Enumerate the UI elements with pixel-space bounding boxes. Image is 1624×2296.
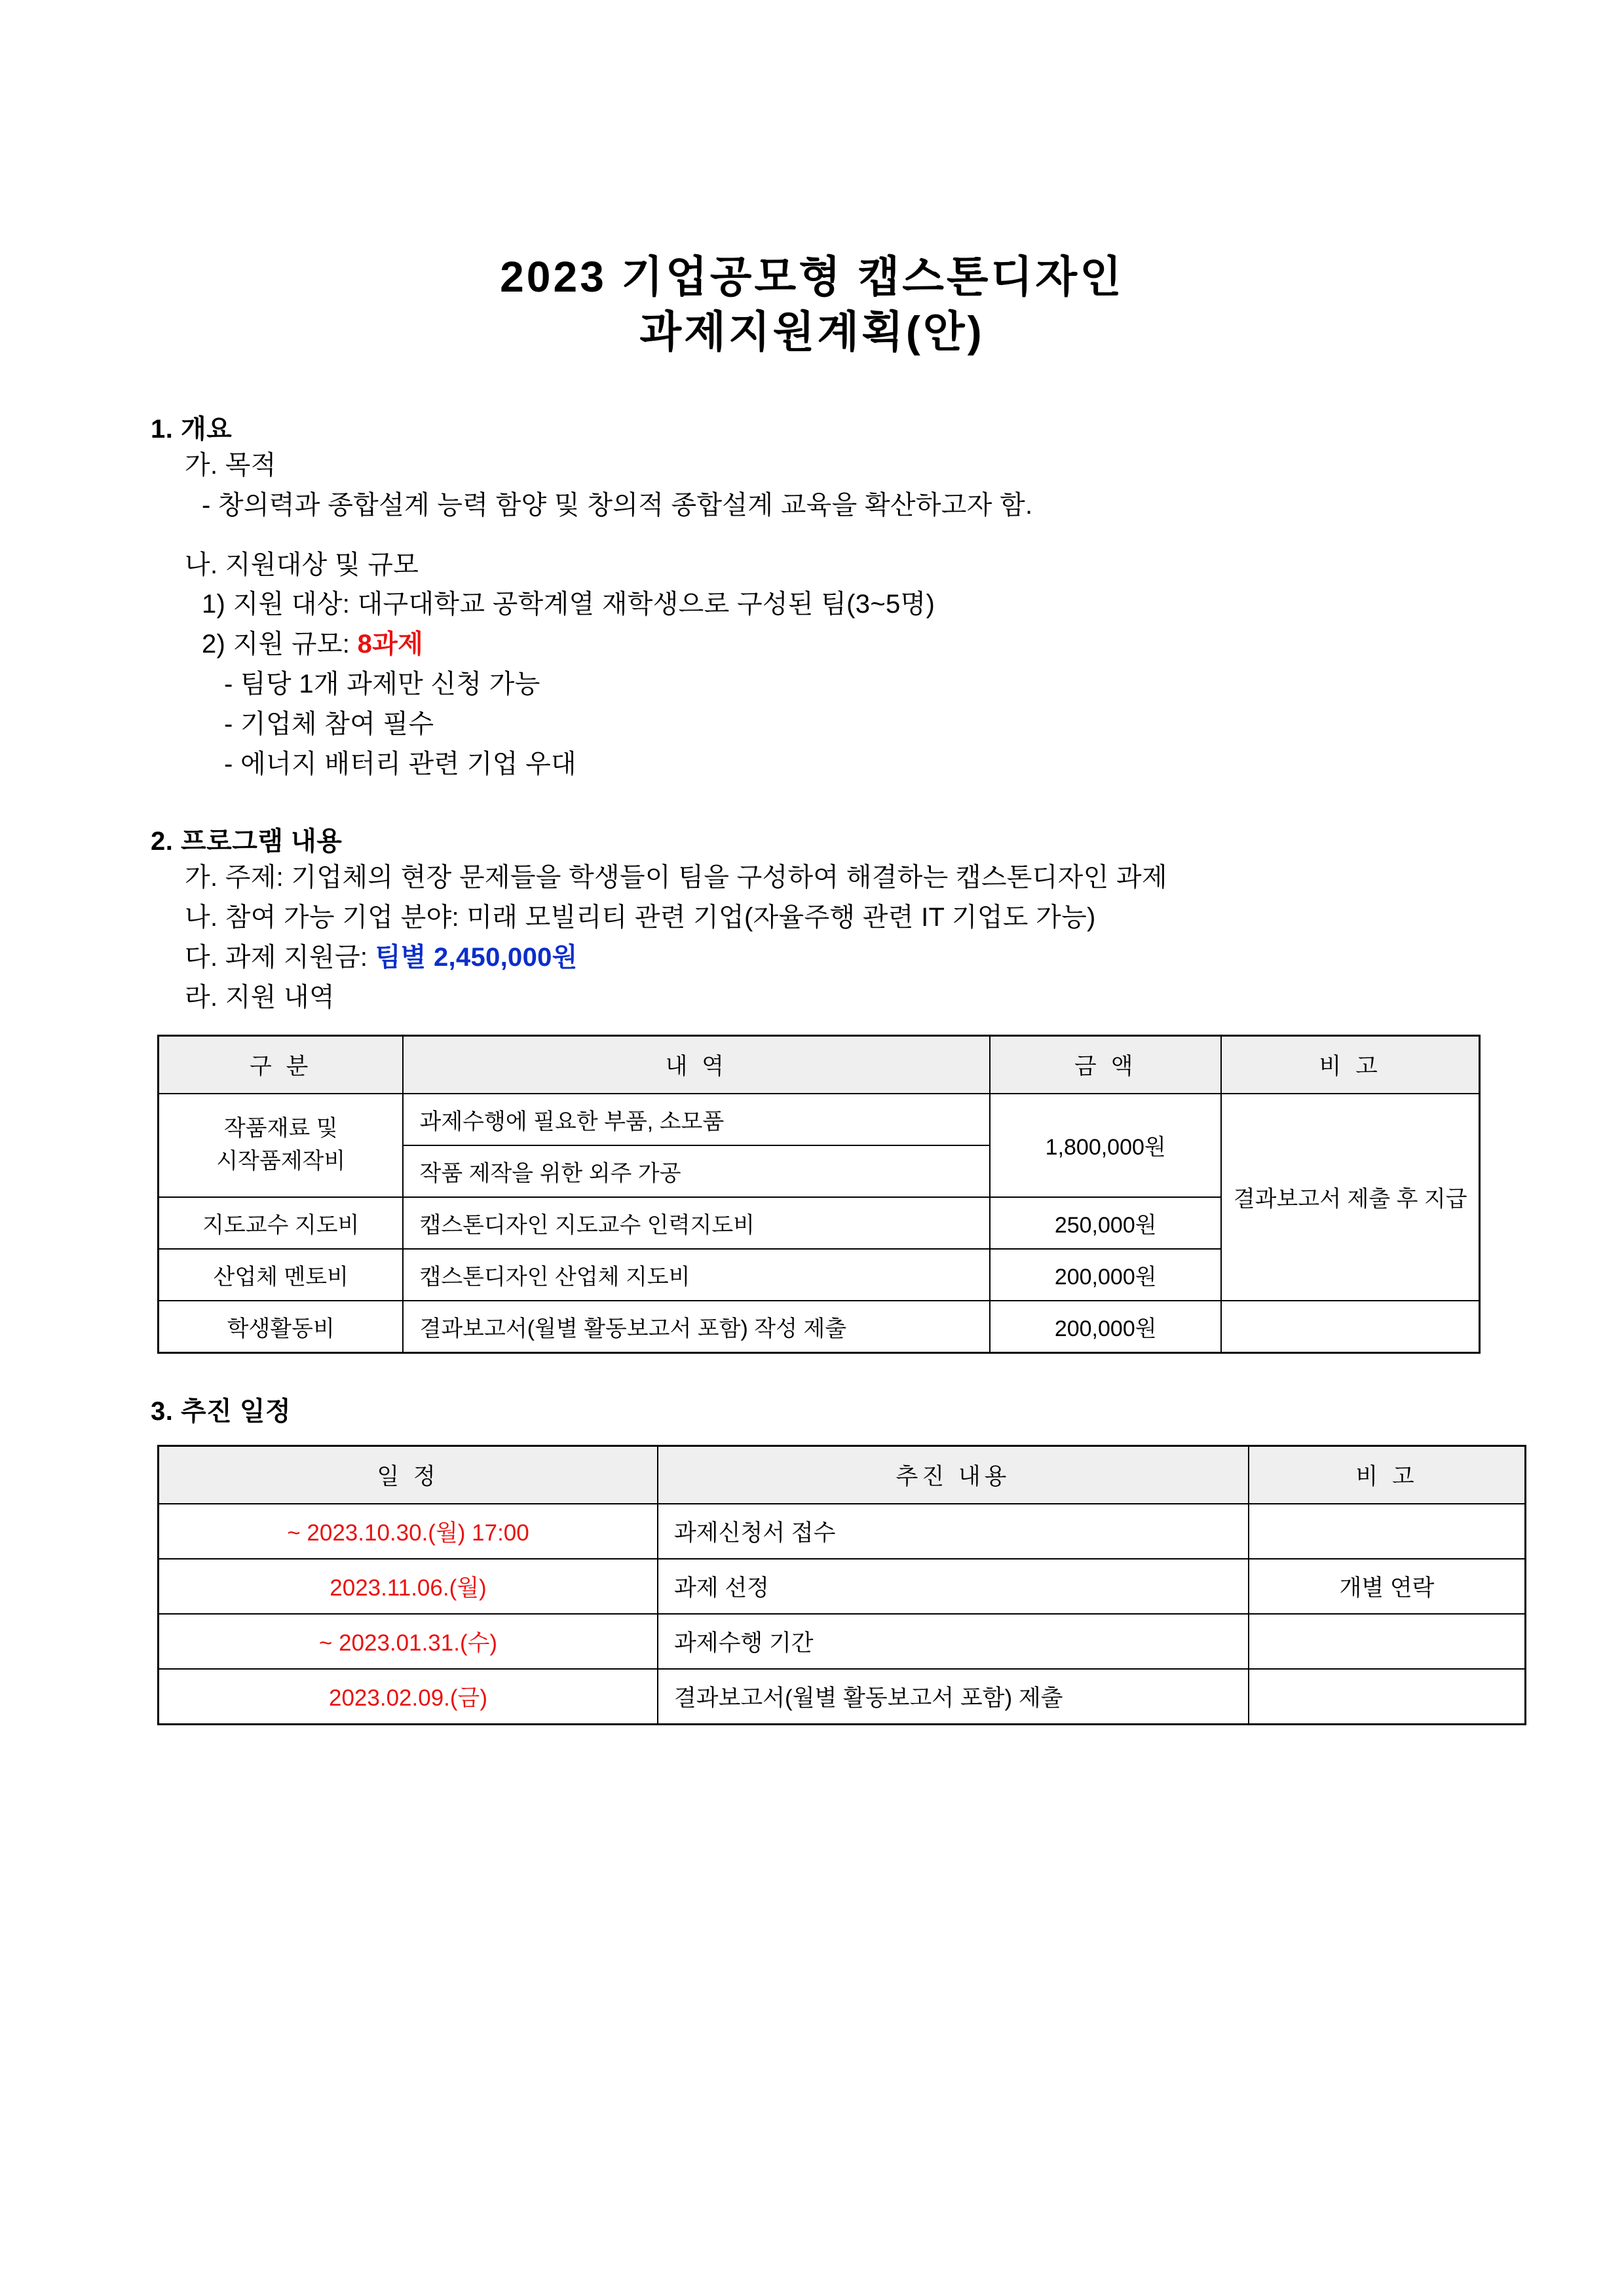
cell-division-professor: 지도교수 지도비: [159, 1197, 404, 1249]
title-line-1: 2023 기업공모형 캡스톤디자인: [500, 252, 1124, 301]
document-title: [151, 0, 1473, 360]
header-schedule-date: 일 정: [159, 1445, 658, 1504]
division-materials-line1: 작품재료 및: [223, 1116, 338, 1141]
cell-detail-professor: 캡스톤디자인 지도교수 인력지도비: [403, 1197, 990, 1249]
cell-task-execution: 과제수행 기간: [658, 1614, 1249, 1669]
cell-detail-parts: 과제수행에 필요한 부품, 소모품: [403, 1094, 990, 1145]
header-division: 구 분: [159, 1035, 404, 1094]
cell-date-execution: ~ 2023.01.31.(수): [159, 1614, 658, 1669]
header-detail: 내 역: [403, 1035, 990, 1094]
overview-purpose-label: 가. 목적: [185, 450, 276, 480]
overview-target-item-2: [202, 624, 1473, 664]
section-program: [151, 820, 1473, 1353]
division-materials-line2: 시작품제작비: [216, 1148, 346, 1174]
cell-detail-outsourcing: 작품 제작을 위한 외주 가공: [403, 1145, 990, 1197]
table-row: [159, 1301, 1480, 1353]
table-row: [159, 1559, 1526, 1614]
overview-heading: 1. 개요: [151, 414, 233, 444]
cell-note-application: [1249, 1504, 1526, 1559]
cell-date-application: ~ 2023.10.30.(월) 17:00: [159, 1504, 658, 1559]
cell-detail-student: 결과보고서(월별 활동보고서 포함) 작성 제출: [403, 1301, 990, 1353]
cell-amount-professor: 250,000원: [990, 1197, 1221, 1249]
cell-note-selection: 개별 연락: [1249, 1559, 1526, 1614]
schedule-table: [157, 1445, 1526, 1725]
section-overview: [151, 408, 1473, 784]
table-row: [159, 1614, 1526, 1669]
header-note: 비 고: [1221, 1035, 1479, 1094]
header-schedule-note: 비 고: [1249, 1445, 1526, 1504]
cell-division-mentor: 산업체 멘토비: [159, 1249, 404, 1301]
overview-target-item-1: 1) 지원 대상: 대구대학교 공학계열 재학생으로 구성된 팀(3~5명): [202, 590, 935, 619]
overview-purpose-item: - 창의력과 종합설계 능력 함양 및 창의적 종합설계 교육을 확산하고자 함.: [202, 490, 1033, 520]
overview-scale-highlight: 8과제: [357, 630, 424, 659]
cell-amount-materials: 1,800,000원: [990, 1094, 1221, 1197]
table-row: [159, 1094, 1480, 1145]
cell-note-execution: [1249, 1614, 1526, 1669]
cell-task-report: 결과보고서(월별 활동보고서 포함) 제출: [658, 1669, 1249, 1725]
cell-note-payment: 결과보고서 제출 후 지급: [1221, 1094, 1479, 1301]
program-funding-highlight: 팀별 2,450,000원: [375, 942, 578, 972]
cell-amount-mentor: 200,000원: [990, 1249, 1221, 1301]
cell-detail-mentor: 캡스톤디자인 산업체 지도비: [403, 1249, 990, 1301]
table-row: [159, 1669, 1526, 1725]
header-schedule-task: 추진 내용: [658, 1445, 1249, 1504]
program-heading: 2. 프로그램 내용: [151, 827, 343, 856]
overview-note-3: - 에너지 배터리 관련 기업 우대: [224, 749, 576, 778]
support-breakdown-table: [157, 1035, 1481, 1354]
cell-task-selection: 과제 선정: [658, 1559, 1249, 1614]
header-amount: 금 액: [990, 1035, 1221, 1094]
cell-date-report: 2023.02.09.(금): [159, 1669, 658, 1725]
cell-note-report: [1249, 1669, 1526, 1725]
program-funding: [185, 938, 1473, 978]
program-topic: 가. 주제: 기업체의 현장 문제들을 학생들이 팀을 구성하여 해결하는 캡스톤디자인 과제: [185, 863, 1167, 892]
overview-note-1: - 팀당 1개 과제만 신청 가능: [224, 669, 540, 698]
cell-date-selection: 2023.11.06.(월): [159, 1559, 658, 1614]
cell-amount-student: 200,000원: [990, 1301, 1221, 1353]
overview-note-2: - 기업체 참여 필수: [224, 709, 434, 738]
cell-task-application: 과제신청서 접수: [658, 1504, 1249, 1559]
program-support-label: 라. 지원 내역: [185, 982, 335, 1012]
overview-scale-prefix: 2) 지원 규모:: [202, 630, 358, 659]
cell-division-materials: [159, 1094, 404, 1197]
overview-target-label: 나. 지원대상 및 규모: [185, 550, 419, 579]
schedule-heading: 3. 추진 일정: [151, 1396, 292, 1426]
table-row: [159, 1504, 1526, 1559]
table-header-row: [159, 1035, 1480, 1094]
program-funding-prefix: 다. 과제 지원금:: [185, 942, 375, 972]
section-schedule: [151, 1390, 1473, 1725]
cell-division-student: 학생활동비: [159, 1301, 404, 1353]
table-header-row: [159, 1445, 1526, 1504]
program-field: 나. 참여 가능 기업 분야: 미래 모빌리티 관련 기업(자율주행 관련 IT 기업도 가능): [185, 903, 1096, 932]
title-line-2: 과제지원계획(안): [639, 307, 985, 356]
